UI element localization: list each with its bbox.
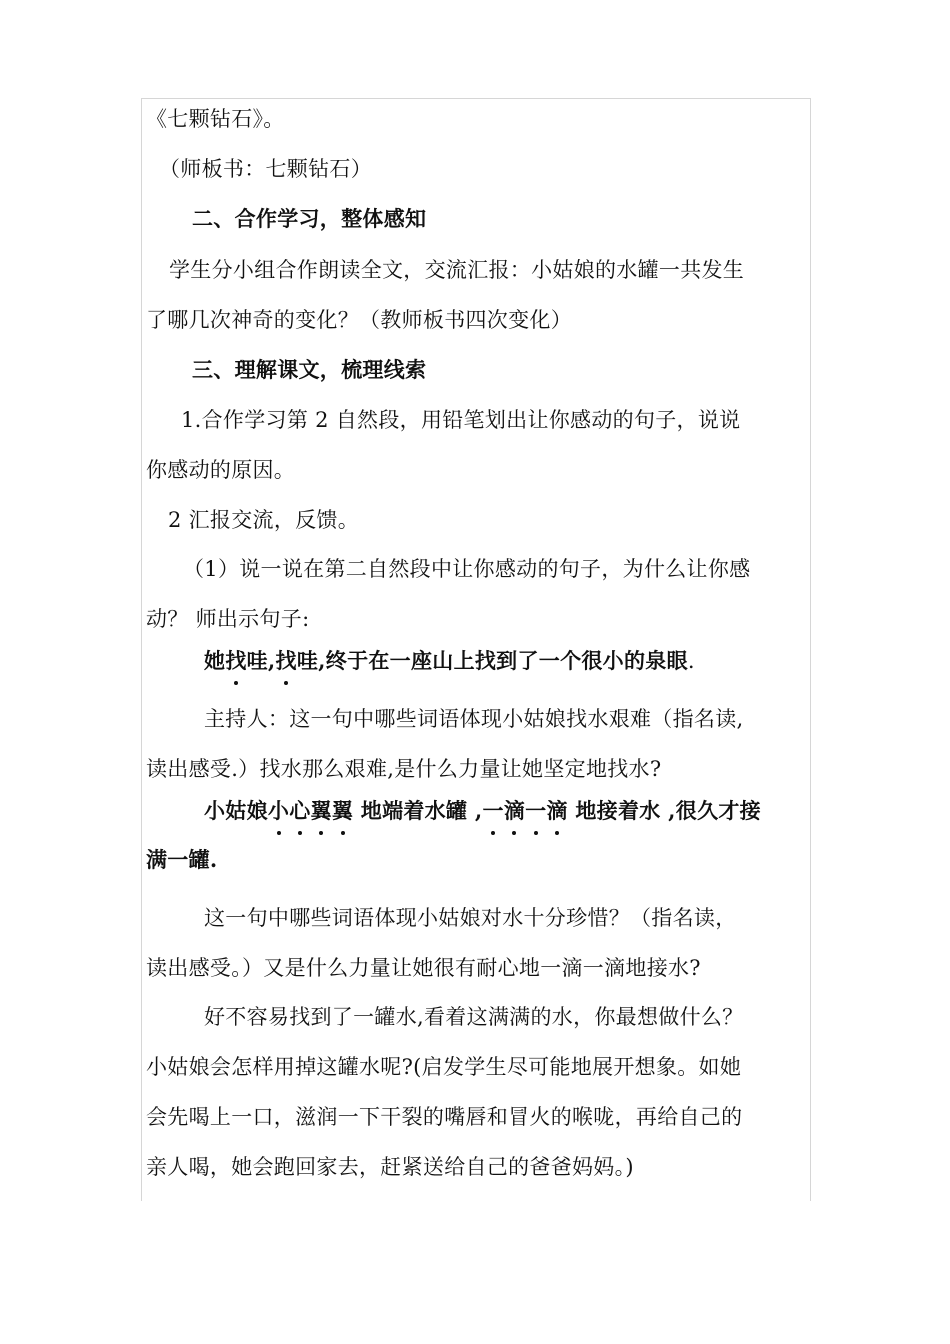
text-line: 小姑娘会怎样用掉这罐水呢?(启发学生尽可能地展开想象。如她 <box>146 1055 742 1079</box>
text-line: 这一句中哪些词语体现小姑娘对水十分珍惜？（指名读， <box>204 906 737 930</box>
text-line: 亲人喝，她会跑回家去，赶紧送给自己的爸爸妈妈。) <box>146 1155 634 1179</box>
section-heading: 三、理解课文，梳理线索 <box>192 357 427 382</box>
text-line: 你感动的原因。 <box>146 458 296 482</box>
text-line: （1）说一说在第二自然段中让你感动的句子，为什么让你感 <box>183 557 751 581</box>
emphasis-char: 滴 <box>546 798 568 823</box>
emphasis-char: 一 <box>525 798 547 823</box>
quote-sentence-2: 小姑娘小心翼翼 地端着水罐 ,一滴一滴 地接着水 ,很久才接 <box>204 798 761 823</box>
text-line: 读出感受.）找水那么艰难,是什么力量让她坚定地找水? <box>146 757 662 781</box>
text-line: 了哪几次神奇的变化？（教师板书四次变化） <box>146 308 572 332</box>
text-line: 主持人：这一句中哪些词语体现小姑娘找水艰难（指名读, <box>204 707 744 731</box>
text-line: 1.合作学习第 2 自然段，用铅笔划出让你感动的句子，说说 <box>181 408 741 432</box>
text-line: 会先喝上一口，滋润一下干裂的嘴唇和冒火的喉咙，再给自己的 <box>146 1105 743 1129</box>
quote-sentence-2-end: 满一罐. <box>146 847 218 872</box>
emphasis-char: 翼 <box>310 798 332 823</box>
quote-sentence-1: 她找哇,找哇,终于在一座山上找到了一个很小的泉眼. <box>204 648 695 673</box>
emphasis-char: 一 <box>482 798 504 823</box>
text-line: （师板书：七颗钻石） <box>159 157 372 181</box>
text-line: 读出感受。）又是什么力量让她很有耐心地一滴一滴地接水? <box>146 956 701 980</box>
emphasis-char: 小 <box>267 798 290 823</box>
section-heading: 二、合作学习，整体感知 <box>192 206 427 231</box>
text-line: 2 汇报交流，反馈。 <box>168 508 360 532</box>
emphasis-char: 翼 <box>331 798 354 823</box>
emphasis-char: 心 <box>289 798 311 823</box>
text-line: 《七颗钻石》。 <box>146 107 285 131</box>
emphasis-char: 找 <box>225 648 247 673</box>
text-line: 动？ 师出示句子: <box>146 607 310 631</box>
text-line: 好不容易找到了一罐水,看着这满满的水，你最想做什么？ <box>204 1005 744 1029</box>
emphasis-char: 找 <box>275 648 297 673</box>
emphasis-char: 滴 <box>503 798 526 823</box>
text-line: 学生分小组合作朗读全文，交流汇报：小姑娘的水罐一共发生 <box>169 258 745 282</box>
